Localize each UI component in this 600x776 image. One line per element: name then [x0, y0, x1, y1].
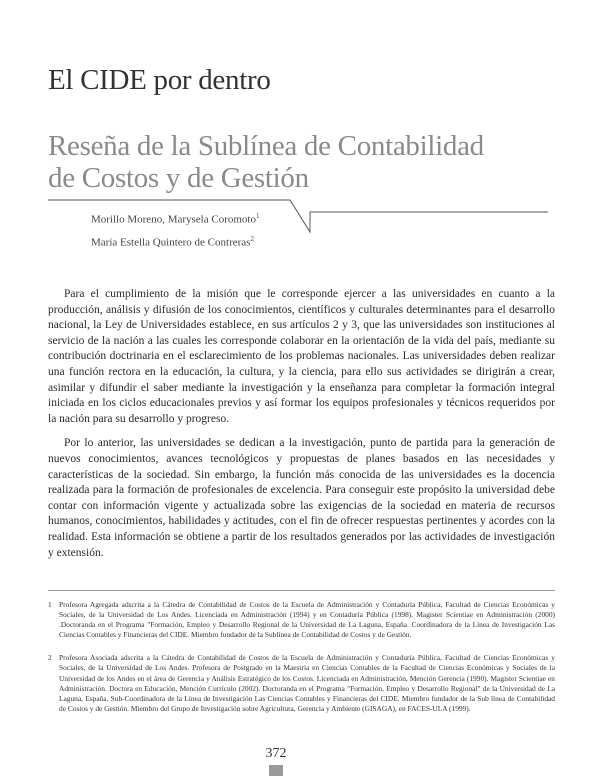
footnote-1-number: 1 [48, 600, 52, 609]
author-2-name: María Estella Quintero de Contreras [91, 236, 251, 249]
footnote-divider [48, 590, 555, 591]
author-1-name: Morillo Moreno, Marysela Coromoto [91, 213, 256, 226]
page-tab-marker [269, 765, 283, 776]
footnote-2 [48, 653, 555, 714]
author-1-footnote-ref[interactable]: 1 [255, 212, 260, 220]
author-1 [91, 207, 259, 230]
article-body [48, 287, 555, 570]
footnote-2-text: Profesora Asociada adscrita a la Cátedra de Contabilidad de Costos de la Escuela de Administración y Contaduría Pública, Facultad de Ciencias Económicas y Sociales, de la Universidad de Los Andes. Profesora de Postgrado en la Maestría en Ciencias Contables de la Facultad de Ciencias Económicas y Sociales de la Universidad de los Andes en el área de Gerencia y Análisis Estratégico de los Costos. Licenciada en Administración, Mención Gerencia (1990). Magister Scientiae en Administración. Doctora en Educación, Mención Currículo (2002). Doctoranda en el Programa "Formación, Empleo y Desarrollo Regional" de la Universidad de La Laguna, España. Sub-Coordinadora de la Línea de Investigación Las Ciencias Contables y Financieras del CIDE. Miembro fundador de la Sub línea de Contabilidad de Costos y de Gestión. Miembro del Grupo de Investigación sobre Agricultura, Gerencia y Ambiente (GISAGA), en FACES-ULA (1999). [59, 653, 555, 713]
footnote-2-number: 2 [48, 653, 52, 663]
footnote-1 [48, 600, 555, 640]
author-list [91, 207, 259, 252]
footnote-1-text: Profesora Agregada adscrita a la Cátedra de Contabilidad de Costos de la Escuela de Administración y Contaduría Pública, Facultad de Ciencias Económicas y Sociales, de la Universidad de Los Andes. Licenciada en Administración (1994) y en Contaduría Pública (1998). Magister Scientiae en Administración (2000) .Doctoranda en el Programa "Formación, Empleo y Desarrollo Regional de la Universidad de La Laguna, España. Coordinadora de la Línea de Investigación Las Ciencias Contables y Financieras del CIDE. Miembro fundador de la Sublínea de Contabilidad de Costos y de Gestión. [59, 600, 555, 640]
author-2 [91, 230, 259, 253]
footnotes [48, 600, 555, 727]
page-number: 372 [265, 746, 287, 761]
author-2-footnote-ref[interactable]: 2 [250, 234, 254, 243]
article-title-line-1: Reseña de la Sublínea de Contabilidad [48, 130, 484, 162]
section-title: El CIDE por dentro [48, 64, 271, 96]
article-title-line-2: de Costos y de Gestión [48, 162, 309, 194]
body-paragraph-1: Para el cumplimiento de la misión que le corresponde ejercer a las universidades en cuanto a la producción, análisis y difusión de los conocimientos, científicos y culturales determinantes para el desarrollo nacional, la Ley de Universidades establece, en sus artículos 2 y 3, que las universidades son instituciones al servicio de la nación a las cuales les corresponde colaborar en la orientación de la vida del país, mediante su contribución doctrinaria en el esclarecimiento de los problemas nacionales. Las universidades deben realizar una función rectora en la educación, la cultura, y la ciencia, para ello sus actividades se dirigirán a crear, asimilar y difundir el saber mediante la investigación y la enseñanza para completar la formación integral iniciada en los ciclos educacionales previos y así formar los equipos profesionales y técnicos requeridos por la nación para su desarrollo y progreso. [48, 288, 555, 425]
body-paragraph-2: Por lo anterior, las universidades se dedican a la investigación, punto de partida para la generación de nuevos conocimientos, avances tecnológicos y propuestas de planes basados en las necesidades y características de la sociedad. Sin embargo, la función más conocida de las universidades es la docencia realizada para la formación de profesionales de excelencia. Para conseguir este propósito la universidad debe contar con información vigente y actualizada sobre las exigencias de la sociedad en materia de recursos humanos, conocimientos, habilidades y actitudes, con el fin de ofrecer respuestas pertinentes y acordes con la realidad. Esta información se obtiene a partir de los resultados generados por las actividades de investigación y extensión. [48, 437, 555, 559]
